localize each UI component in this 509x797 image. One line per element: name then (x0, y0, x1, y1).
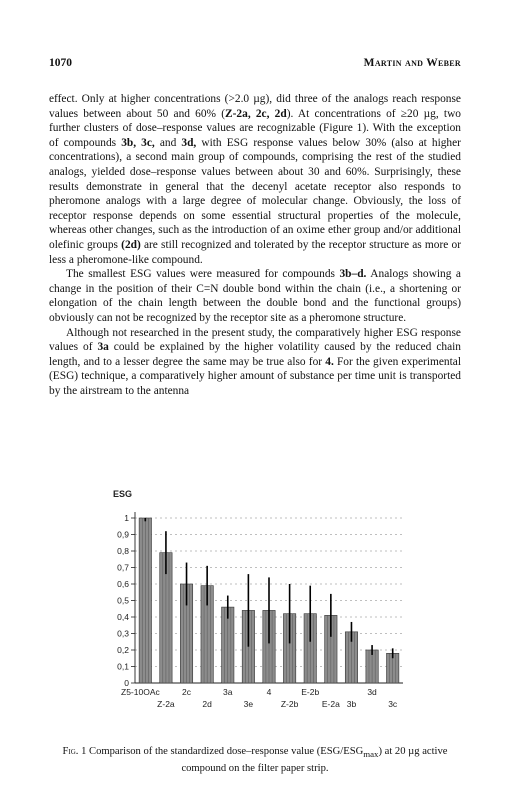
figure-label: Fig. 1 (62, 746, 87, 757)
y-tick-label: 0 (124, 678, 129, 688)
compound-ref: 3b–d. (339, 268, 367, 281)
paragraph (49, 267, 461, 325)
y-tick-label: 1 (124, 513, 129, 523)
x-tick-label: E-2a (321, 699, 340, 709)
paragraph (49, 326, 461, 399)
compound-ref: 3a (97, 341, 109, 354)
text-run: are still recognized and tolerated by the receptor structure as more or less a pheromone-like compound. (49, 238, 461, 266)
compound-ref: 3d, (181, 136, 197, 149)
x-tick-label: 3b (346, 699, 357, 709)
caption-text: Comparison of the standardized dose–response value (ESG/ESG (89, 746, 364, 757)
x-tick-label: 2c (182, 687, 192, 697)
compound-ref: 4. (325, 355, 334, 368)
paragraph (49, 92, 461, 267)
text-run: could be explained by the higher volatility caused by the reduced chain length, and to a lesser degree the same may be true also for (49, 341, 461, 368)
compound-ref: (2d) (121, 238, 141, 251)
text-run: effect. Only at higher concentrations (>2.0 µg), did three of the analogs reach response values between about 50 and 60% ( (49, 93, 461, 120)
body-text (49, 92, 461, 398)
page-number: 1070 (49, 57, 72, 69)
figure-caption (49, 745, 461, 775)
text-run: and (154, 136, 182, 149)
figure-1-chart (95, 485, 415, 735)
running-head-authors: Martin and Weber (363, 57, 461, 69)
caption-text-end: ) at 20 µg active compound on the filter paper strip. (181, 746, 448, 774)
text-run: For the given experimental (ESG) technique, a comparatively higher amount of substance per time unit is transported by the airstream to the antenna (49, 355, 461, 397)
x-tick-label: Z-2a (157, 699, 175, 709)
y-tick-label: 0,4 (117, 612, 129, 622)
y-tick-label: 0,5 (117, 595, 129, 606)
text-run: ). At concentrations of ≥20 µg, two further clusters of dose–response values are recognizable (Figure 1). With the exception of compounds (49, 107, 461, 149)
text-run: Analogs showing a change in the position of their C=N double bond within the chain (i.e., a shortening or elongation of the chain length between the double bond and the functional groups) obviously can not be recognized by the receptor site as a pheromone structure. (49, 268, 461, 324)
x-tick-label: E-2b (301, 687, 320, 697)
caption-subscript: max (363, 749, 379, 760)
x-tick-label: 3d (367, 687, 377, 697)
y-tick-label: 0,2 (117, 645, 129, 655)
compound-ref: 3b, 3c, (121, 136, 155, 149)
text-run: with ESG response values below 30% (also at higher concentrations), a second main group of compounds, comprising the rest of the studied analogs, yielded dose–response values between about 30 and 60%. Surprisingly, these results demonstrate in general that the decenyl acetate receptor also responds to pheromone analogs with a large degree of molecular change. Obviously, the loss of receptor response depends on some essential structural properties of the molecule, whereas other changes, such as the introduction of an oxime ether group and/or additional olefinic groups (49, 136, 461, 251)
x-tick-label: 4 (266, 687, 272, 697)
text-run: The smallest ESG values were measured for compounds (66, 268, 340, 281)
bar-chart (95, 485, 415, 735)
x-tick-label: Z-2b (280, 699, 299, 709)
x-tick-label: Z5-10OAc (121, 687, 160, 697)
x-tick-label: 3e (243, 699, 254, 709)
x-tick-label: 3a (223, 687, 233, 697)
y-tick-label: 0,8 (117, 546, 129, 556)
y-tick-label: 0,7 (117, 562, 129, 573)
y-tick-label: 0,9 (117, 529, 129, 540)
y-tick-label: 0,6 (117, 579, 129, 589)
x-tick-label: 2d (202, 699, 212, 709)
x-tick-label: 3c (388, 699, 398, 709)
y-tick-label: 0,3 (117, 628, 129, 639)
text-run: Although not researched in the present study, the comparatively higher ESG response values of (49, 326, 461, 354)
compound-ref: Z-2a, 2c, 2d (225, 107, 287, 120)
y-tick-label: 0,1 (117, 661, 129, 672)
y-axis-label: ESG (113, 489, 133, 499)
